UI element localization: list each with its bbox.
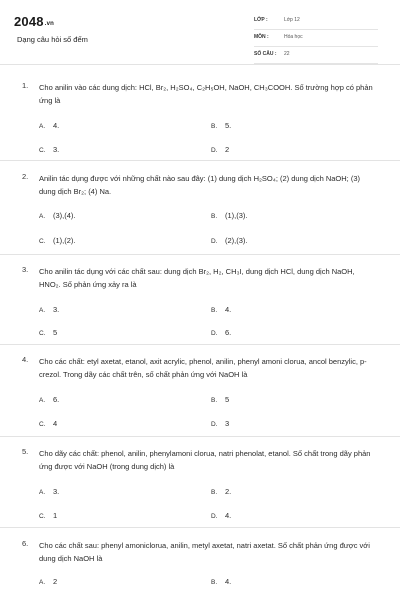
option-value: (1),(2).: [53, 236, 76, 245]
option-key: C.: [39, 513, 46, 520]
option-c[interactable]: [39, 511, 57, 520]
option-b[interactable]: [211, 487, 231, 496]
option-key: A.: [39, 489, 46, 496]
option-key: A.: [39, 397, 46, 404]
meta-value: Hóa học: [284, 34, 303, 40]
question-text: Anilin tác dụng được với những chất nào sau đây: (1) dung dịch H₂SO₄; (2) dung dịch NaOH; (3) dung dịch Br₂; (4) Na.: [39, 174, 361, 196]
option-key: C.: [39, 147, 46, 154]
option-key: D.: [211, 238, 218, 245]
option-value: 3.: [53, 305, 60, 314]
option-a[interactable]: [39, 577, 57, 586]
question-number: 1.: [22, 81, 29, 90]
question-divider: [0, 344, 400, 345]
question-number: 2.: [22, 172, 29, 181]
meta-row-count: [254, 48, 378, 64]
option-value: 3: [225, 419, 230, 428]
question-number: 3.: [22, 265, 29, 274]
question-number: 6.: [22, 539, 29, 548]
option-a[interactable]: [39, 211, 76, 220]
meta-label: MÔN :: [254, 34, 269, 40]
page-header: [0, 0, 400, 64]
question-number: 4.: [22, 355, 29, 364]
question-divider: [0, 254, 400, 255]
logo-suffix: .vn: [44, 21, 55, 27]
option-a[interactable]: [39, 305, 59, 314]
document-subtitle: Dạng câu hỏi số đếm: [17, 35, 88, 44]
option-value: 3.: [53, 145, 60, 154]
option-d[interactable]: [211, 419, 229, 428]
option-b[interactable]: [211, 305, 231, 314]
option-a[interactable]: [39, 395, 59, 404]
option-b[interactable]: [211, 395, 229, 404]
option-value: 1: [53, 511, 58, 520]
option-key: A.: [39, 307, 46, 314]
question-number: 5.: [22, 447, 29, 456]
option-value: 2.: [225, 487, 232, 496]
meta-value: Lớp 12: [284, 17, 300, 23]
option-key: B.: [211, 397, 218, 404]
option-b[interactable]: [211, 211, 248, 220]
option-value: 5.: [225, 121, 232, 130]
option-value: (2),(3).: [225, 236, 248, 245]
option-a[interactable]: [39, 121, 59, 130]
question-text: Cho anilin vào các dung dịch: HCl, Br₂, H₂SO₄, C₂H₅OH, NaOH, CH₃COOH. Số trường hợp có phản ứng là: [39, 83, 373, 105]
question-text: Cho dãy các chất: phenol, anilin, phenylamoni clorua, natri phenolat, etanol. Số chất trong dãy phản ứng được với NaOH (trong dung dịch) là: [39, 449, 371, 471]
option-key: B.: [211, 489, 218, 496]
option-key: D.: [211, 147, 218, 154]
site-logo[interactable]: [14, 14, 54, 29]
meta-value: 22: [284, 51, 290, 57]
meta-info: [254, 14, 378, 65]
meta-label: LỚP :: [254, 17, 268, 23]
option-key: B.: [211, 123, 218, 130]
option-c[interactable]: [39, 145, 59, 154]
option-value: (1),(3).: [225, 211, 248, 220]
option-value: 4.: [225, 511, 232, 520]
option-d[interactable]: [211, 145, 229, 154]
meta-row-class: [254, 14, 378, 30]
question-text: Cho các chất sau: phenyl amoniclorua, anilin, metyl axetat, natri axetat. Số chất phản ứng được với dung dịch NaOH là: [39, 541, 370, 563]
option-value: 5: [225, 395, 230, 404]
option-key: C.: [39, 238, 46, 245]
option-value: 2: [53, 577, 58, 586]
option-key: A.: [39, 579, 46, 586]
option-a[interactable]: [39, 487, 59, 496]
option-value: (3),(4).: [53, 211, 76, 220]
option-c[interactable]: [39, 419, 57, 428]
option-value: 6.: [53, 395, 60, 404]
option-key: B.: [211, 579, 218, 586]
option-value: 4.: [225, 577, 232, 586]
option-d[interactable]: [211, 511, 231, 520]
logo-text: 2048: [14, 14, 44, 29]
question-divider: [0, 160, 400, 161]
option-value: 2: [225, 145, 230, 154]
option-key: A.: [39, 123, 46, 130]
question-divider: [0, 527, 400, 528]
option-b[interactable]: [211, 121, 231, 130]
option-key: D.: [211, 330, 218, 337]
meta-row-subject: [254, 31, 378, 47]
option-b[interactable]: [211, 577, 231, 586]
option-key: B.: [211, 213, 218, 220]
option-key: A.: [39, 213, 46, 220]
option-value: 4: [53, 419, 58, 428]
option-c[interactable]: [39, 328, 57, 337]
meta-label: SỐ CÂU :: [254, 51, 277, 57]
option-key: C.: [39, 421, 46, 428]
option-d[interactable]: [211, 236, 248, 245]
option-value: 5: [53, 328, 58, 337]
option-key: C.: [39, 330, 46, 337]
option-value: 3.: [53, 487, 60, 496]
option-key: D.: [211, 513, 218, 520]
header-divider: [0, 64, 400, 65]
option-value: 4.: [53, 121, 60, 130]
question-text: Cho các chất: etyl axetat, etanol, axit acrylic, phenol, anilin, phenyl amoni clorua, ancol benzylic, p-crezol. Trong dãy các chất trên, số chất phản ứng với NaOH là: [39, 357, 367, 379]
option-key: D.: [211, 421, 218, 428]
option-value: 4.: [225, 305, 232, 314]
question-text: Cho anilin tác dụng với các chất sau: dung dịch Br₂, H₂, CH₃I, dung dịch HCl, dung dịch NaOH, HNO₂. Số phản ứng xảy ra là: [39, 267, 355, 289]
question-divider: [0, 436, 400, 437]
option-d[interactable]: [211, 328, 231, 337]
option-c[interactable]: [39, 236, 76, 245]
option-key: B.: [211, 307, 218, 314]
option-value: 6.: [225, 328, 232, 337]
